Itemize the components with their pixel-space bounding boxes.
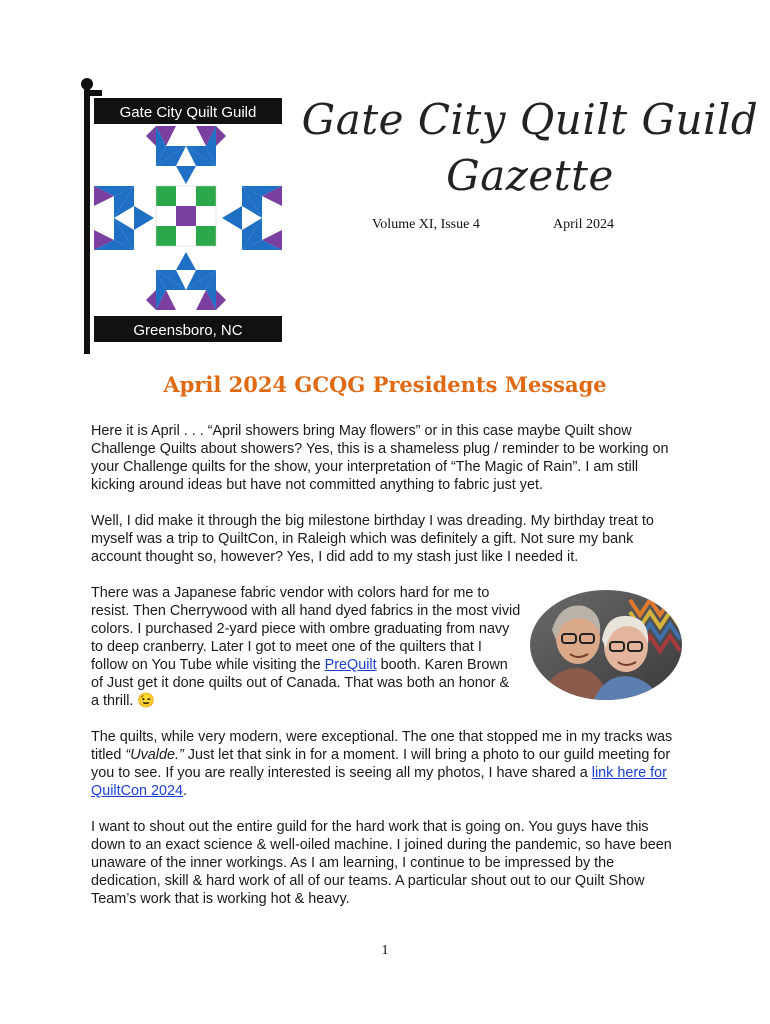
guild-logo bbox=[78, 78, 288, 356]
issue-label: Volume XI, Issue 4 bbox=[372, 217, 480, 232]
paragraph-3-text-b: booth. Karen Brown of Just get it done quilts out of Canada. That was both an honor & a thrill. bbox=[91, 657, 510, 709]
logo-bottom-text: Greensboro, NC bbox=[133, 322, 243, 339]
paragraph-4-text-a: The quilts, while very modern, were exceptional. The one that stopped me in my tracks was titled bbox=[91, 729, 673, 763]
newsletter-title bbox=[300, 92, 760, 204]
page-number: 1 bbox=[381, 943, 389, 958]
logo-top-text: Gate City Quilt Guild bbox=[119, 104, 257, 121]
paragraph-4-text-b: Just let that sink in for a moment. I will bring a photo to our guild meeting for you to see. If you are really interested is seeing all my photos, I have shared a bbox=[91, 747, 671, 781]
issue-date: April 2024 bbox=[553, 217, 615, 232]
quiltcon-photos-link[interactable]: link here for QuiltCon 2024 bbox=[91, 765, 667, 799]
paragraph-1: Here it is April . . . “April showers bring May flowers” or in this case maybe Quilt show Challenge Quilts about showers? Yes, this is a shameless plug / reminder to be working on your Challenge quilts for the show, your interpretation of “The Magic of Rain”. I am still kicking around ideas but have not committed anything to fabric just yet. bbox=[91, 423, 669, 493]
paragraph-4-text-c: . bbox=[183, 783, 188, 799]
title-line-1: Gate City Quilt Guild bbox=[301, 95, 759, 144]
paragraph-3-text-a: There was a Japanese fabric vendor with colors hard for me to resist. Then Cherrywood with all hand dyed fabrics in the most vivid colors. I purchased 2-yard piece with ombre graduating from navy to deep cranberry. Later I got to meet one of the quilters that I follow on You Tube while visiting the bbox=[91, 585, 521, 673]
quilt-title: “Uvalde.” bbox=[125, 747, 184, 763]
paragraph-4 bbox=[91, 728, 683, 800]
wink-emoji-icon: 😉 bbox=[137, 693, 156, 709]
paragraph-3 bbox=[91, 584, 521, 710]
prequilt-link[interactable]: PreQuilt bbox=[324, 657, 377, 673]
title-line-2: Gazette bbox=[446, 151, 614, 200]
paragraph-5: I want to shout out the entire guild for the hard work that is going on. You guys have this down to an exact science & well-oiled machine. I joined during the pandemic, so have been unaware of the inner workings. As I am learning, I continue to be impressed by the dedication, skill & hard work of all of our teams. A particular shout out to our Quilt Show Team’s work that is working hot & heavy. bbox=[91, 819, 672, 907]
article-heading: April 2024 GCQG Presidents Message bbox=[163, 372, 607, 397]
quiltcon-photo bbox=[530, 590, 682, 700]
paragraph-2: Well, I did make it through the big milestone birthday I was dreading. My birthday treat to myself was a trip to QuiltCon, in Raleigh which was definitely a gift. Not sure my bank account thought so, however? Yes, I did add to my stash just like I needed it. bbox=[91, 513, 654, 565]
